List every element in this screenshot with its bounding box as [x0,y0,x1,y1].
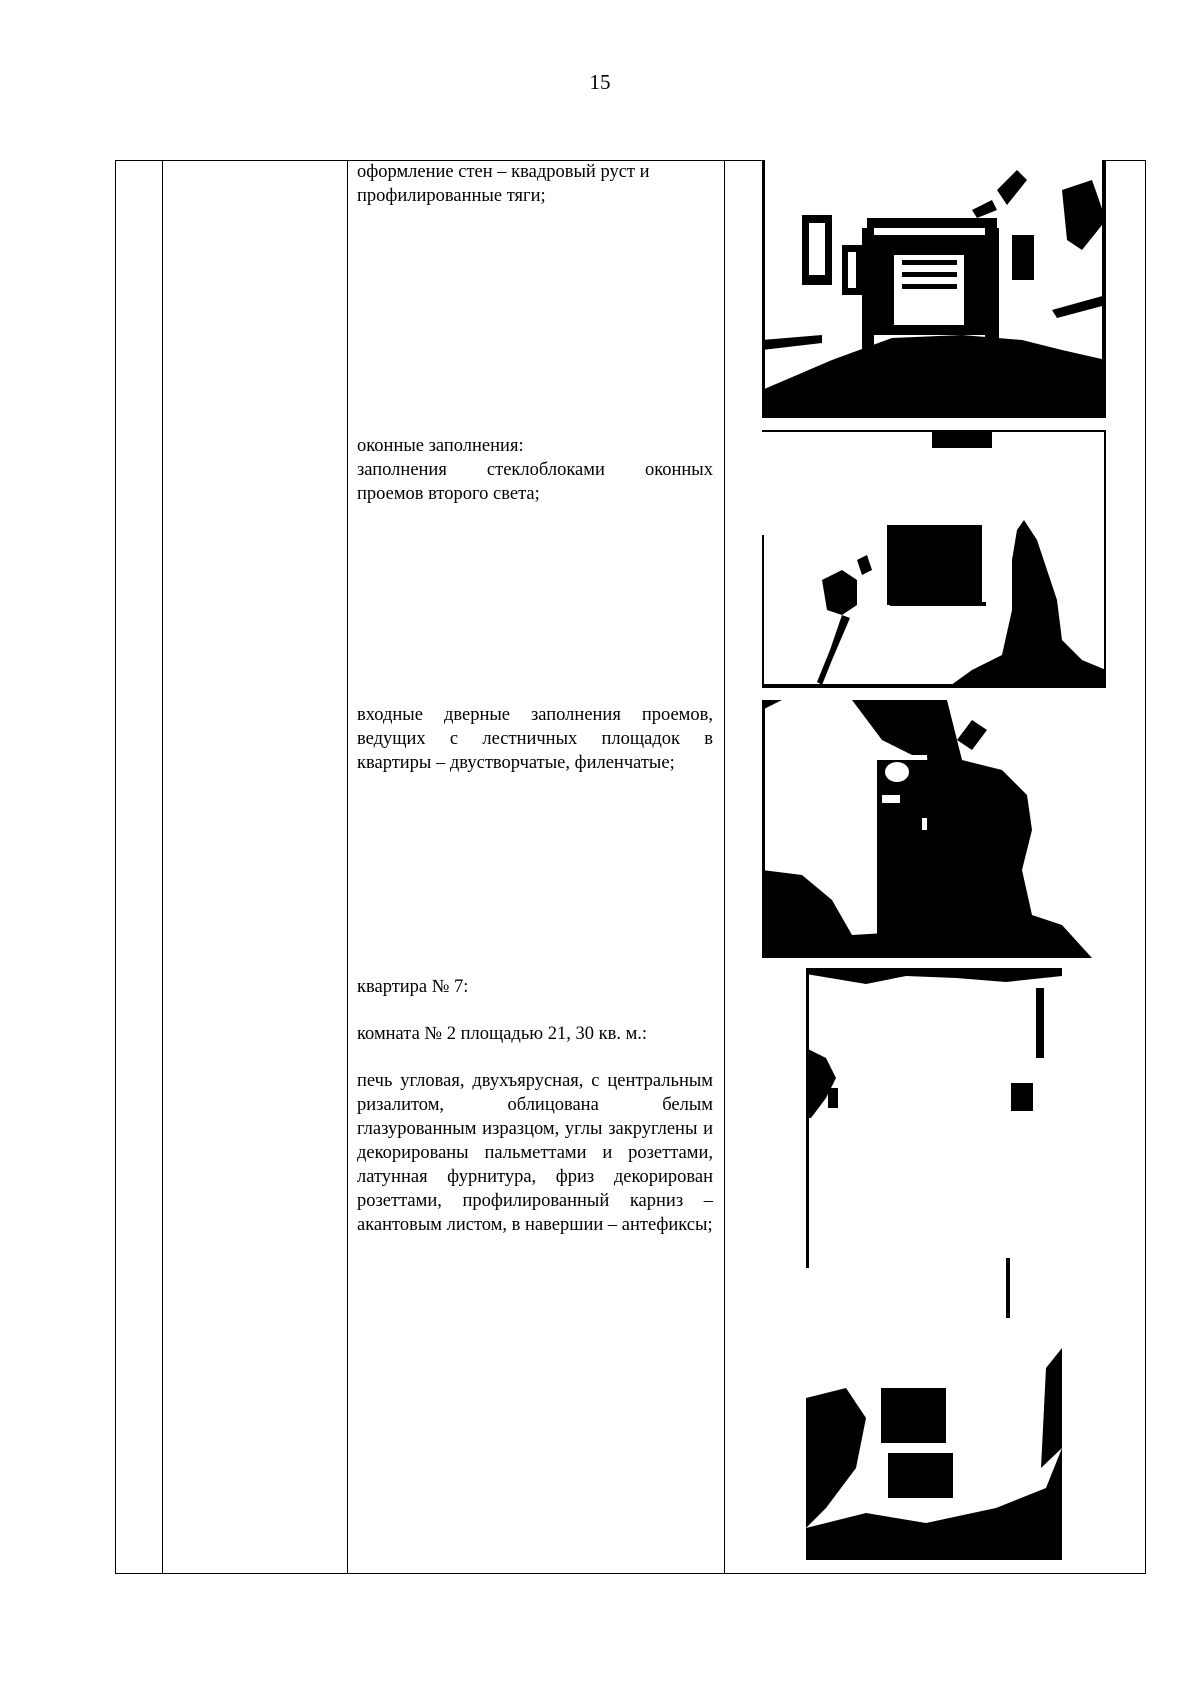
window-glassblock-photo [762,430,1106,688]
row-2-text [357,434,713,506]
interior-wall-photo [762,160,1106,418]
column-divider [162,161,163,1573]
stove-description: печь угловая, двухъярусная, с центральным ризалитом, облицована белым глазурованным изразцом, углы закруглены и декорированы пальметтами и розеттами, латунная фурнитура, фриз декорирован розеттами, профилированный карниз – акантовым листом, в навершии – антефиксы; [357,1071,713,1235]
row-1-line-2: профилированные тяги; [357,186,546,206]
entrance-door-photo [762,700,1106,958]
column-divider [347,161,348,1573]
row-1-line-1: оформление стен – квадровый руст и [357,162,650,182]
row-2-line-2: заполнения стеклоблоками оконных проемов второго света; [357,460,713,504]
row-2-line-1: оконные заполнения: [357,436,524,456]
page-number: 15 [589,70,611,94]
row-1-text [357,160,713,208]
column-divider [724,161,725,1573]
apartment-heading: квартира № 7: [357,977,469,997]
row-4-text [357,975,713,1237]
row-3-text [357,703,713,775]
row-3-line-1: входные дверные заполнения проемов, ведущих с лестничных площадок в квартиры – двустворчатые, филенчатые; [357,705,713,773]
tiled-stove-photo [806,968,1062,1560]
room-heading: комната № 2 площадью 21, 30 кв. м.: [357,1024,648,1044]
